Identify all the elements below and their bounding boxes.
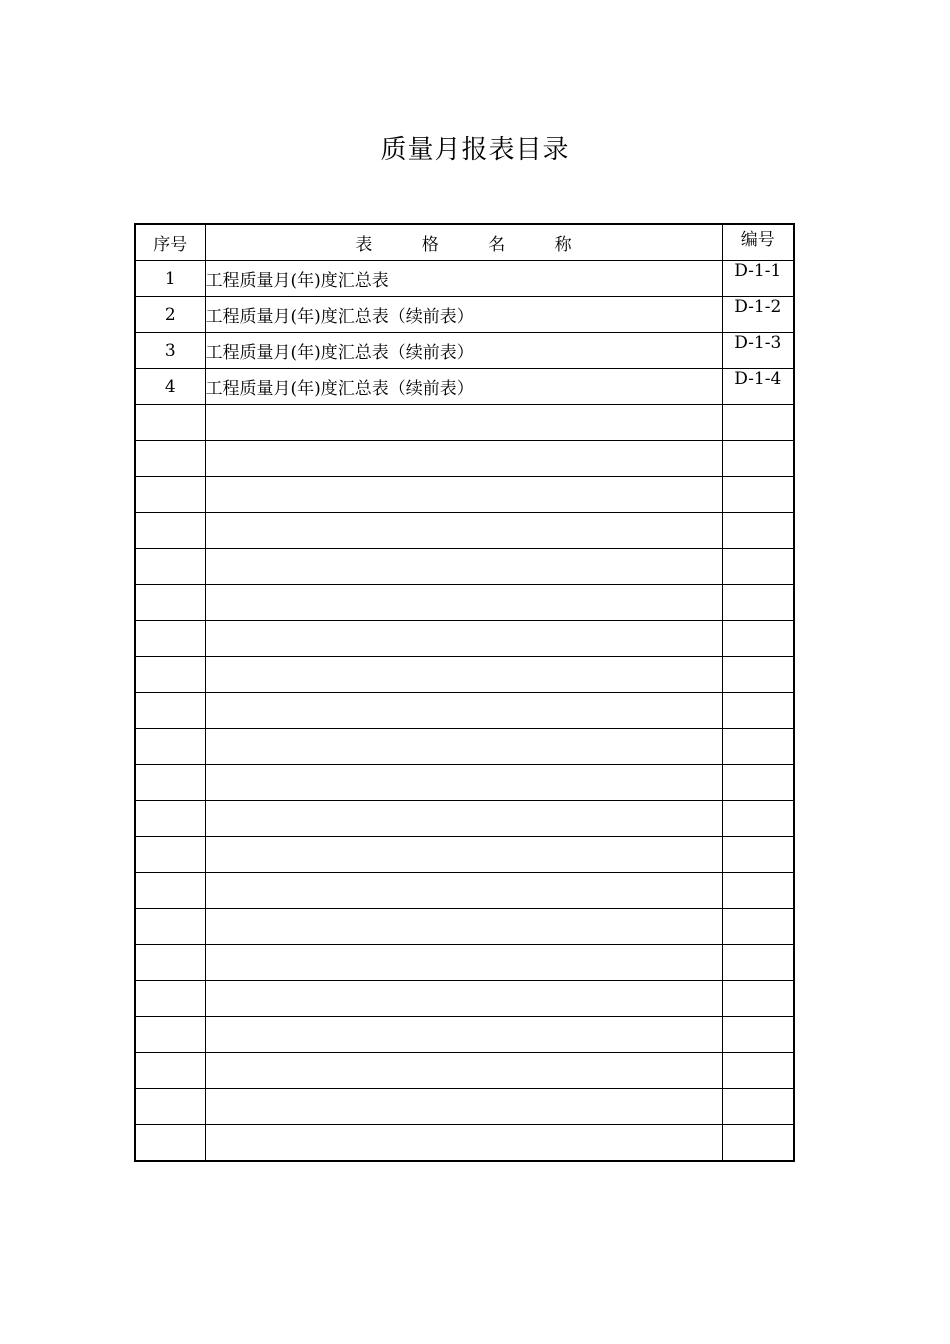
cell-seq: 3 (135, 333, 205, 369)
cell-code (722, 801, 794, 837)
cell-name (205, 441, 722, 477)
cell-name (205, 513, 722, 549)
table-row (135, 981, 794, 1017)
cell-seq (135, 441, 205, 477)
cell-seq (135, 909, 205, 945)
cell-name (205, 801, 722, 837)
cell-name (205, 549, 722, 585)
table-row (135, 297, 794, 333)
table-row (135, 261, 794, 297)
table-row (135, 405, 794, 441)
table-row (135, 657, 794, 693)
cell-name (205, 1017, 722, 1053)
cell-name: 工程质量月(年)度汇总表（续前表） (205, 333, 722, 369)
cell-code (722, 1053, 794, 1089)
cell-code (722, 477, 794, 513)
cell-code (722, 765, 794, 801)
cell-code (722, 513, 794, 549)
cell-name (205, 1125, 722, 1162)
cell-name (205, 873, 722, 909)
cell-seq (135, 1125, 205, 1162)
cell-name (205, 657, 722, 693)
cell-seq: 2 (135, 297, 205, 333)
cell-code (722, 405, 794, 441)
cell-seq (135, 621, 205, 657)
table-row (135, 369, 794, 405)
cell-seq (135, 513, 205, 549)
cell-seq (135, 729, 205, 765)
table-row (135, 333, 794, 369)
table-row (135, 909, 794, 945)
cell-seq (135, 765, 205, 801)
table-row (135, 513, 794, 549)
cell-code (722, 1125, 794, 1162)
cell-code (722, 585, 794, 621)
table-row (135, 729, 794, 765)
table-row (135, 441, 794, 477)
header-seq: 序号 (135, 224, 205, 261)
table-row (135, 765, 794, 801)
cell-seq (135, 585, 205, 621)
cell-seq (135, 945, 205, 981)
cell-code (722, 837, 794, 873)
table-row (135, 1017, 794, 1053)
cell-name (205, 909, 722, 945)
cell-seq (135, 1089, 205, 1125)
cell-code (722, 657, 794, 693)
cell-name (205, 1089, 722, 1125)
cell-code: D-1-4 (722, 369, 794, 405)
table-row (135, 621, 794, 657)
table-row (135, 585, 794, 621)
cell-code (722, 981, 794, 1017)
cell-seq: 1 (135, 261, 205, 297)
cell-name (205, 765, 722, 801)
cell-code (722, 873, 794, 909)
table-row (135, 1125, 794, 1162)
cell-name (205, 945, 722, 981)
cell-seq (135, 801, 205, 837)
cell-code: D-1-2 (722, 297, 794, 333)
table-row (135, 549, 794, 585)
cell-seq: 4 (135, 369, 205, 405)
cell-code (722, 441, 794, 477)
table-row (135, 945, 794, 981)
cell-name: 工程质量月(年)度汇总表（续前表） (205, 369, 722, 405)
cell-name: 工程质量月(年)度汇总表 (205, 261, 722, 297)
page-title: 质量月报表目录 (380, 135, 570, 165)
table-row (135, 693, 794, 729)
cell-seq (135, 477, 205, 513)
header-name-label: 表 格 名 称 (355, 235, 594, 255)
cell-code: D-1-3 (722, 333, 794, 369)
cell-seq (135, 693, 205, 729)
cell-name (205, 693, 722, 729)
cell-seq (135, 873, 205, 909)
cell-code (722, 1017, 794, 1053)
cell-name (205, 585, 722, 621)
table-row (135, 801, 794, 837)
cell-code (722, 729, 794, 765)
cell-code: D-1-1 (722, 261, 794, 297)
cell-name (205, 837, 722, 873)
cell-name (205, 1053, 722, 1089)
cell-code (722, 945, 794, 981)
table-row (135, 1053, 794, 1089)
cell-seq (135, 657, 205, 693)
table-row (135, 477, 794, 513)
cell-code (722, 909, 794, 945)
table-row (135, 1089, 794, 1125)
table-header-row (135, 224, 794, 261)
cell-name (205, 729, 722, 765)
cell-name (205, 477, 722, 513)
cell-seq (135, 1053, 205, 1089)
cell-seq (135, 549, 205, 585)
header-code: 编号 (722, 224, 794, 261)
catalog-table (134, 223, 795, 1162)
cell-name (205, 621, 722, 657)
cell-name (205, 405, 722, 441)
cell-code (722, 549, 794, 585)
header-name (205, 224, 722, 261)
cell-seq (135, 1017, 205, 1053)
cell-code (722, 1089, 794, 1125)
cell-name (205, 981, 722, 1017)
cell-seq (135, 405, 205, 441)
cell-seq (135, 837, 205, 873)
cell-code (722, 693, 794, 729)
cell-seq (135, 981, 205, 1017)
table-row (135, 837, 794, 873)
cell-name: 工程质量月(年)度汇总表（续前表） (205, 297, 722, 333)
table-row (135, 873, 794, 909)
cell-code (722, 621, 794, 657)
